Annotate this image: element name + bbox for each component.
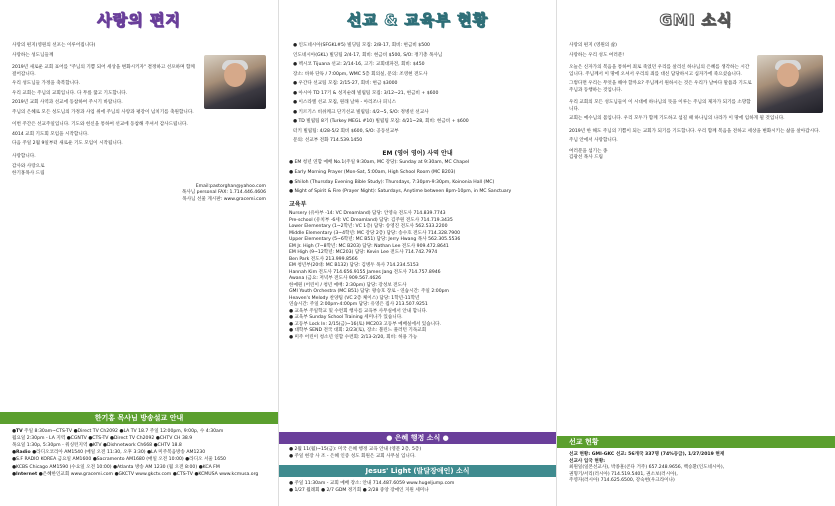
letter-paragraph: 이번 주간은 선교주일입니다. 기도와 헌신을 통하여 선교에 동참해 주셔서 감사드립니다. — [12, 122, 188, 128]
mission-status-item: 선교사 입국 현황: — [569, 458, 606, 464]
education-item: Hannah Kim 전도사 714.656.9155 James Jang 전도사 714.757.8946 — [289, 269, 441, 275]
education-item: 연습시간: 주일 2:00pm-4:00pm 담당: 유영은 집사 213.507.9251 — [289, 302, 428, 308]
em-item: ● Shiloh (Thursday Evening Bible Study): Thursdays, 7:30pm-9:30pm, Koinonia Hall (MC) — [289, 179, 495, 185]
mission-item: ● 인도네시아(SFGKL#5) 빌딩팀 모집: 2/8-17, 회비: 현금비 $500 — [293, 43, 430, 49]
education-item: ● 대학부 SEND 전국 대회: 2/23(토), 장소: 볼린느 풀러턴 기독교회 — [289, 328, 427, 334]
education-item: EM High (9~12학년: MC203) 담당: Kevin Lee 전도사 714.742.7974 — [289, 250, 438, 256]
mission-status-item: 주영자(러시아) 714.625.6500, 강숙현(우크라이나) — [569, 478, 675, 484]
gmi-news-column — [557, 0, 835, 506]
em-item: ● EM 청년 연합 예배 No.1(주일 9:30am, MC 강당): Sunday at 9:30am, MC Chapel — [289, 160, 470, 166]
education-list — [289, 211, 546, 341]
signature-line: 한기홍목사 드림 — [12, 171, 45, 176]
letter-heading: 사랑의 편지(영원의 선포는 이루어집니다) — [12, 43, 96, 49]
letter-paragraph: 주님의 은혜로 모든 성도님의 가정과 사업 위에 주님의 사랑과 평강이 넘치기를 축원합니다. — [12, 109, 194, 115]
jesus-light-item: ● 1/27 월례회 ● 2/7 GDM 정기회 ● 2/28 중앙 장애인 지원 세미나 — [289, 487, 429, 493]
broadcast-info — [12, 428, 270, 478]
em-item: ● Night of Spirit & Fire (Prayer Night): Saturdays, Anytime between 8pm-10pm, in MC Sanctuary — [289, 189, 512, 195]
mission-list — [289, 43, 546, 145]
blessing-band: ● 은혜 행정 소식 ● — [279, 432, 556, 444]
pastor-letter-title: 사랑의 편지 — [97, 11, 181, 29]
mission-item: 터키 빌립팀: 4/28-5/2 회비 $600, S/O: 공동선교부 — [293, 128, 399, 134]
blessing-list — [289, 447, 546, 460]
education-item: Pre-school (유치부 -6세: VC Dreamland) 담당: 김주원 전도사 714.719.3435 — [289, 217, 453, 223]
education-item: GMI Youth Orchestra (MC B51) 담당: 왕승호 장로 - 연습시간: 주일 2:00pm — [289, 289, 450, 295]
mission-item: 장소: 바하 단독 / 7:00pm, WMC 5층 회의실, 문의: 조영현 전도사 — [293, 71, 428, 77]
education-item: EM 청년부(20대: MC B132) 담당: 김병두 목사 714.234.5153 — [289, 263, 419, 269]
gmi-closing: 주님 안에서 사랑합니다. — [569, 138, 618, 144]
radio-text: ●S.F RADIO KOREA 금요일 AM1600 ●Sacramento AM1680 (매일 오전 10:00) ●라디오 서울 1650 — [12, 457, 226, 463]
education-item: ● 고등부 Lock In: 2/15(금)~16(토) MC203 고등부 예배실에서 있습니다. — [289, 321, 441, 327]
education-item: Upper Elementary (5~6학년: MC B51) 담당: Jerry Hwang 목사 562.305.5536 — [289, 237, 461, 243]
blessing-item: ● 2월 11(월)~15(금): 미국 은혜 행정 교육 안내 (영문 2층, 5층) — [289, 447, 422, 452]
em-title: EM (영어 영어) 사역 안내 — [382, 149, 453, 157]
mission-education-title: 선교 & 교육부 현황 — [346, 11, 489, 29]
website-link[interactable]: 목사님 선물 게시판: www.gracemi.com — [182, 196, 266, 202]
mission-status-list — [569, 452, 825, 485]
radio-text: ●라디오코리아 AM1540 (매일 오전 11:30, 오후 3:30) ●LA 미주복음방송 AM1230 — [32, 450, 206, 456]
broadcast-band: 한기홍 목사님 방송설교 안내 — [0, 412, 278, 424]
photo-face — [777, 63, 799, 87]
mission-item: ● 이스라엘 선교 모집, 원래 날짜 - 아리조나 피닉스 — [293, 100, 397, 106]
internet-label: ●Internet — [12, 471, 38, 477]
letter-paragraph: 2019년 새로운 교회 표어를 "주님의 기쁨 되어 세상을 변화시키자" 결정하고 선포하며 함께 걸어갑니다. — [12, 65, 195, 77]
gmi-paragraph: 그렇다면 우리는 무엇을 해야 할까요? 주님께서 원하시는 것은 우리가 날마다 말씀과 기도로 주님과 동행하는 것입니다. — [569, 81, 752, 93]
radio-text: ●KCBS Chicago AM1590 (수요일 오전 10:00) ●Atlanta 방송 AM 1230 (월 오전 8:00) ●KCA FM — [12, 464, 220, 470]
mission-item: ● 우간다 선교팀 모집: 2/15-27, 회비: 현금 $3000 — [293, 81, 398, 87]
tv-text: 주일 8:30am~CTS-TV ●Direct TV Ch2092 ●LA TV 18.7 주일 12:00pm, 9:00p, 수 4:30am — [24, 429, 224, 434]
email-link[interactable]: Email:pastorghan@yahoo.com — [195, 183, 266, 189]
mission-item: 인도네시아(GKL) 빌딩팀 2/4-17, 회비: 현금비 $500, S/O: 정기총 목사님 — [293, 52, 443, 58]
mission-status-item: 최원일(일본선교사), 박종훈(콘다 거주) 657.248.9656, 백승환(인도네시아), — [569, 465, 725, 471]
education-item: Awana (금요: 저녁부 전도사 909.567.4626 — [289, 276, 382, 282]
education-item: ● 교육부 주일학교 및 수련회 행사를 교육부 사무실에서 안내 합니다. — [289, 308, 428, 314]
tv-text: 월요일 2:30pm - LA 지역 ●CGNTV ●CTS-TV ●Direct TV Ch2092 ●CHTV CH 38.9 — [12, 436, 193, 442]
pastor-photo — [204, 55, 266, 109]
letter-paragraph: 다음 주일 2월 9일부터 새로운 기도 모임이 시작됩니다. — [12, 141, 123, 147]
gmi-paragraph: 우리 교회의 모든 성도님들이 이 시대에 하나님의 뜻을 이루는 주님의 제자가 되기를 소망합니다. — [569, 100, 751, 112]
gmi-paragraph: 교회는 예수님의 몸입니다. 우리 모두가 함께 기도하고 섬길 때 하나님의 나라가 이 땅에 임하게 될 것입니다. — [569, 116, 785, 122]
education-item: Nursery (유아부 -14: VC Dreamland) 담당: 안영숙 전도사 714.839.7743 — [289, 211, 446, 217]
tv-label: ●TV — [12, 429, 23, 434]
mission-item: ● 멕시코 Tijuana 선교: 2/14-16, 고기: 교회대파견, 회비: $450 — [293, 62, 425, 68]
tv-text: 목요일 1:30p, 5:30pm - 워싱턴지역 ●KTV ●Dishnetwork Ch668 ●CHTV 18.8 — [12, 443, 182, 449]
jesus-light-band: Jesus' Light (발달장애인) 소식 — [279, 465, 556, 477]
gmi-news-title: GMI 소식 — [659, 11, 733, 29]
jesus-light-list — [289, 481, 546, 494]
gmi-greeting: 사랑하는 우리 성도 여러분! — [569, 52, 625, 58]
mission-status-item: 선교 현황: GMI-GKC 선교: 56개국 337명 (74%등급), 1/27/2019 현재 — [569, 452, 725, 457]
letter-signature — [12, 164, 266, 177]
gmi-heading: 사랑의 편지 (영원의 삶) — [569, 43, 617, 49]
education-item: EM Jr. High (7~8학년: MC B203) 담당: Nathan Lee 전도사 909.472.8641 — [289, 243, 449, 249]
education-item: Lower Elementary (1~2학년: VC 1층) 담당: 송영진 전도사 562.533.2200 — [289, 224, 448, 230]
letter-paragraph: 4014 교회 기도회 모임을 시작합니다. — [12, 131, 89, 137]
blessing-item: ● 주일 현장 사 조 - 은혜 인증 성도 회원은 교회 사무실 입니다. — [289, 453, 416, 459]
internet-text[interactable]: ●은혜한인교회 www.gracemi.com ●GKCTV www.gkctv.com ●CTS-TV ●KCMUSA www.kcmusa.org — [38, 471, 259, 477]
signature-line: 여러분을 섬기는 종 — [569, 148, 608, 154]
education-item: Heaven's Melody 찬양팀 (VC 2층 체이스) 담당: 1학년-11학년 — [289, 295, 420, 301]
mission-status-band: 선교 현황 — [557, 436, 835, 448]
education-item: ● 교육부 Sunday School Training 세미나가 있습니다. — [289, 315, 403, 321]
education-title: 교육부 — [289, 200, 307, 208]
gmi-paragraph: 2019년 한 해도 주님의 기쁨이 되는 교회가 되기를 기도합니다. 우리 함께 복음을 전하고 세상을 변화시키는 삶을 살아갑시다. — [569, 128, 820, 134]
em-item: ● Early Morning Prayer (Mon-Sat, 5:00am, High School Room (MC B203) — [289, 170, 456, 175]
mission-status-item: 권형기/서리(러시아) 714.519.5401, 권소보(러시아), — [569, 471, 678, 477]
education-item: Middle Elementary (3~4학년: MC 강당 2층) 담당: 송수호 전도사 714.328.7900 — [289, 230, 461, 236]
signature-line: 김광선 목사 드림 — [569, 155, 603, 161]
mission-item: ● 아시아 TD 17기 & 성지순례 빌립팀 모집: 3/12~21, 현금비 + $600 — [293, 90, 439, 96]
radio-label: ●Radio — [12, 450, 31, 456]
letter-paragraph: 2019년 교회 사역과 선교에 동참하여 주시기 바랍니다. — [12, 100, 123, 106]
pastor-letter-column — [0, 0, 278, 506]
mission-item: ● 키르기스 비쉬케크 단기선교 빌립팀: 4/2~5, S/O: 정병선 선교사 — [293, 109, 429, 115]
letter-paragraph: 우리 성도님들 가정을 축복합니다. — [12, 81, 80, 87]
signature-line: 감사와 사랑으로 — [12, 164, 45, 170]
jesus-light-item: ● 주일 11:30am - 교회 예배 장소: 안내 714.487.6059 www.hugeljump.com — [289, 481, 455, 486]
mission-item: ● TD 빌립팀 8기 (Turkey MEGL #10) 빌립팀 모집: 4/21~28, 회비: 현금비 + $600 — [293, 119, 469, 125]
mission-education-column — [278, 0, 557, 506]
missionary-photo — [757, 55, 823, 113]
contact-block — [12, 184, 266, 204]
em-list — [289, 160, 546, 195]
gmi-signature — [569, 149, 823, 162]
education-item: Ben Park 전도사 213.999.8566 — [289, 256, 358, 262]
photo-face — [224, 63, 246, 87]
letter-greeting: 사랑하는 성도님들께 — [12, 52, 54, 58]
letter-closing: 사랑합니다. — [12, 153, 36, 159]
gmi-paragraph: 오늘은 신자가의 복음을 통하여 죄로 죽었던 우리를 살리신 하나님의 은혜를 생각하는 시간입니다. 주님께서 이 땅에 오셔서 우리의 죄를 대신 담당하시고 십자가에 죽으셨습니다. — [569, 65, 750, 77]
mission-item: 문의: 선교부 전화 714.539.1450 — [293, 138, 363, 144]
fax-text: 목사님 personal FAX: 1.714.446.4606 — [181, 190, 266, 196]
letter-paragraph: 우리 교회는 주님의 교회입니다. 다 무릎 꿇고 기도합니다. — [12, 90, 128, 96]
education-item: ● 미주 어린이 청소년 연합 수련회: 2/13-2/20, 회비: 허용 가능 — [289, 334, 418, 340]
education-item: 한예원 (어린이 / 청년 예배: 2:30pm) 담당: 강성보 전도사 — [289, 282, 407, 288]
